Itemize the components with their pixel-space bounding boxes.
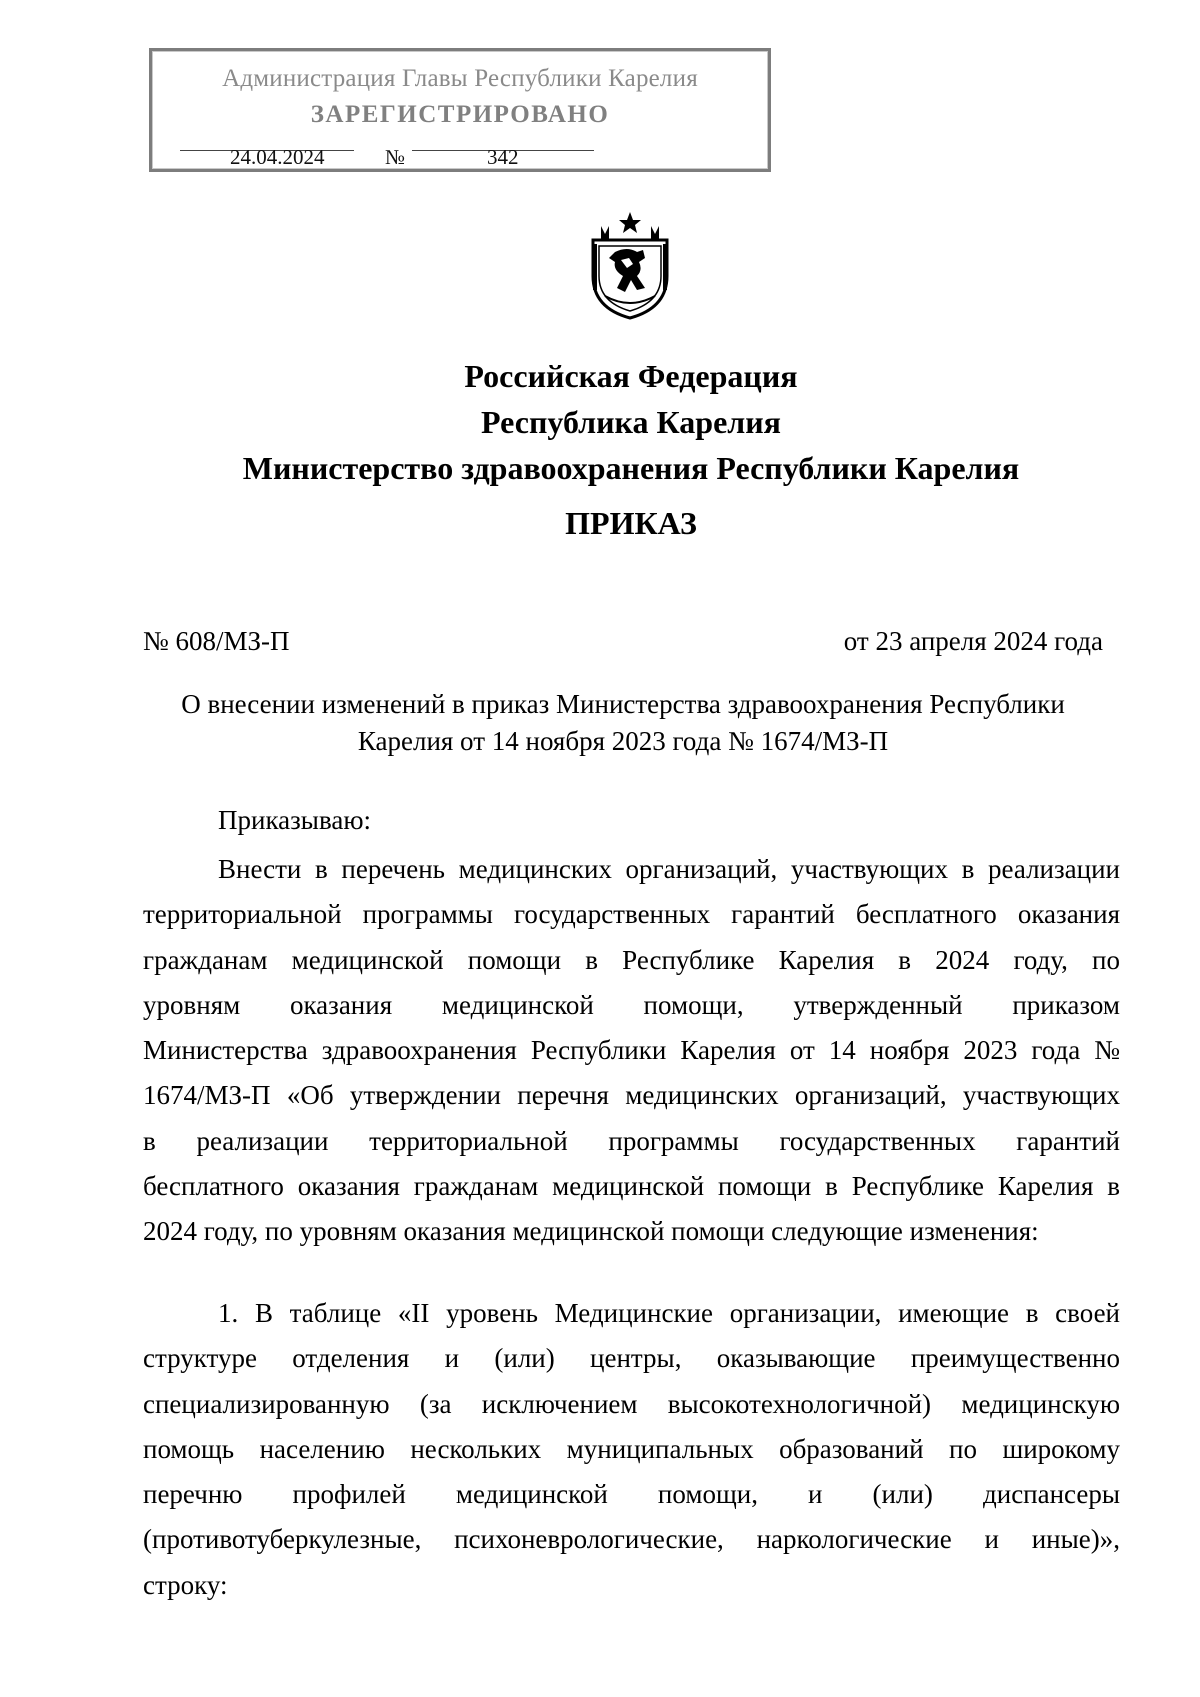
paragraph-line: 2024 году, по уровням оказания медицинской помощи следующие изменения: — [143, 1216, 1039, 1247]
coat-of-arms-icon — [585, 210, 675, 322]
stamp-status: ЗАРЕГИСТРИРОВАНО — [310, 101, 610, 128]
paragraph-line: уровням оказания медицинской помощи, утвержденный приказом — [143, 989, 1120, 1020]
stamp-number: 342 — [487, 145, 519, 169]
paragraph-line: в реализации территориальной программы государственных гарантий — [143, 1125, 1120, 1156]
paragraph-line: 1674/МЗ-П «Об утверждении перечня медицинских организаций, участвующих — [143, 1080, 1120, 1111]
stamp-number-sign: № — [385, 145, 406, 169]
order-subject — [143, 686, 1103, 760]
header-ministry: Министерство здравоохранения Республики Карелия — [242, 450, 1020, 486]
paragraph-line: Внести в перечень медицинских организаций, участвующих в реализации — [218, 854, 1120, 884]
paragraph-line: бесплатного оказания гражданам медицинской помощи в Республике Карелия в — [143, 1171, 1120, 1202]
paragraph-item-1 — [143, 1291, 1120, 1608]
paragraph-line: перечню профилей медицинской помощи, и (или) диспансеры — [143, 1479, 1120, 1510]
paragraph-line: структуре отделения и (или) центры, оказывающие преимущественно — [143, 1343, 1120, 1374]
paragraph-line: Министерства здравоохранения Республики Карелия от 14 ноября 2023 года № — [143, 1035, 1120, 1066]
paragraph-line: помощь населению нескольких муниципальных образований по широкому — [143, 1433, 1120, 1464]
orders-word: Приказываю: — [218, 805, 371, 835]
order-date: от 23 апреля 2024 года — [843, 626, 1103, 656]
stamp-organization: Администрация Главы Республики Карелия — [222, 65, 698, 92]
paragraph-line: территориальной программы государственных гарантий бесплатного оказания — [143, 899, 1120, 930]
header-region: Республика Карелия — [481, 404, 781, 440]
stamp-date: 24.04.2024 — [230, 145, 325, 169]
registration-stamp — [149, 48, 771, 172]
paragraph-line: гражданам медицинской помощи в Республике Карелия в 2024 году, по — [143, 944, 1120, 975]
paragraph-line: строку: — [143, 1569, 228, 1600]
paragraph-line: 1. В таблице «II уровень Медицинские организации, имеющие в своей — [218, 1298, 1120, 1328]
paragraph-line: специализированную (за исключением высокотехнологичной) медицинскую — [143, 1388, 1120, 1419]
order-subject-line: О внесении изменений в приказ Министерства здравоохранения Республики — [181, 689, 1065, 719]
header-country: Российская Федерация — [464, 358, 798, 394]
document-type-title: ПРИКАЗ — [565, 505, 697, 541]
paragraph-line: (противотуберкулезные, психоневрологические, наркологические и иные)», — [143, 1524, 1120, 1555]
order-number: № 608/МЗ-П — [143, 626, 290, 656]
order-subject-line: Карелия от 14 ноября 2023 года № 1674/МЗ-П — [357, 726, 889, 756]
paragraph-main — [143, 847, 1120, 1255]
